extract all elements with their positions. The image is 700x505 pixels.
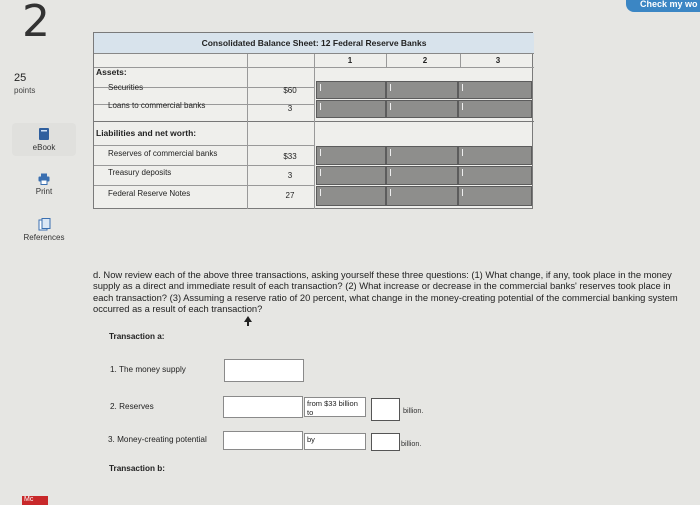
question-number: 2 [22,0,50,47]
money-creating-label: 3. Money-creating potential [108,435,207,444]
row-label-loans: Loans to commercial banks [108,101,206,110]
book-icon [38,127,50,141]
loans-col2-input[interactable] [386,100,458,118]
column-header-3: 3 [495,56,501,65]
billion-unit-1: billion. [403,406,424,415]
row-value-loans: 3 [287,104,293,113]
money-creating-by-dropdown[interactable]: by [304,433,366,450]
row-value-reserves: $33 [283,152,297,161]
grid-line [460,54,461,67]
money-creating-amount-input[interactable] [371,433,400,451]
check-my-work-button[interactable]: Check my wo [626,0,700,12]
securities-col1-input[interactable] [316,81,386,99]
assets-heading: Assets: [96,67,127,77]
reserves-col3-input[interactable] [458,146,532,165]
question-prompt: d. Now review each of the above three transactions, asking yourself these three questions: (1) What change, if any, took place in the money supply as a direct and immediate result of each transaction? (2) What increase or decrease in the commercial banks' reserves took place in each transaction? (3) Assuming a reserve ratio of 20 percent, what change in the money-creating potential of the commercial banking system occurred as a result of each transaction? [93,269,678,315]
transaction-a-heading: Transaction a: [109,332,165,341]
treasury-col3-input[interactable] [458,166,532,185]
reserves-from-to-dropdown[interactable]: from $33 billion to [304,397,366,417]
ebook-button[interactable] [12,123,76,156]
balance-sheet-title: Consolidated Balance Sheet: 12 Federal Reserve Banks [94,33,534,54]
balance-sheet-table [93,32,533,209]
grid-line [94,185,314,186]
points-value: 25 [14,72,27,84]
column-header-1: 1 [347,56,353,65]
treasury-col2-input[interactable] [386,166,458,185]
reserves-amount-input[interactable] [371,398,400,421]
treasury-col1-input[interactable] [316,166,386,185]
print-label: Print [35,187,53,196]
print-button[interactable] [12,173,76,196]
row-value-treasury: 3 [287,171,293,180]
transaction-b-heading: Transaction b: [109,464,165,473]
money-supply-dropdown[interactable] [224,359,304,382]
row-label-notes: Federal Reserve Notes [108,189,191,198]
row-label-reserves: Reserves of commercial banks [108,149,218,158]
notes-col2-input[interactable] [386,186,458,206]
references-button[interactable] [12,218,76,242]
column-header-2: 2 [422,56,428,65]
notes-col3-input[interactable] [458,186,532,206]
billion-unit-2: billion. [401,439,422,448]
money-creating-dropdown[interactable] [223,431,303,450]
grid-line [94,165,314,166]
loans-col1-input[interactable] [316,100,386,118]
money-supply-label: 1. The money supply [110,365,186,374]
publisher-logo: Mc [22,496,48,505]
row-value-securities: $60 [283,86,297,95]
row-value-notes: 27 [285,191,295,200]
row-label-securities: Securities [108,83,144,92]
cursor-icon [244,316,252,326]
ebook-label: eBook [32,143,56,152]
securities-col3-input[interactable] [458,81,532,99]
notes-col1-input[interactable] [316,186,386,206]
points-label: points [14,86,36,95]
printer-icon [38,173,50,185]
reserves-col1-input[interactable] [316,146,386,165]
row-label-treasury: Treasury deposits [108,168,172,177]
grid-line [386,54,387,67]
liabilities-heading: Liabilities and net worth: [96,128,197,138]
loans-col3-input[interactable] [458,100,532,118]
reserves-change-dropdown[interactable] [223,396,303,418]
grid-line [94,145,314,146]
securities-col2-input[interactable] [386,81,458,99]
grid-line [314,54,315,209]
reserves-label: 2. Reserves [110,402,154,411]
reserves-col2-input[interactable] [386,146,458,165]
references-label: References [23,233,65,242]
references-icon [38,218,51,231]
